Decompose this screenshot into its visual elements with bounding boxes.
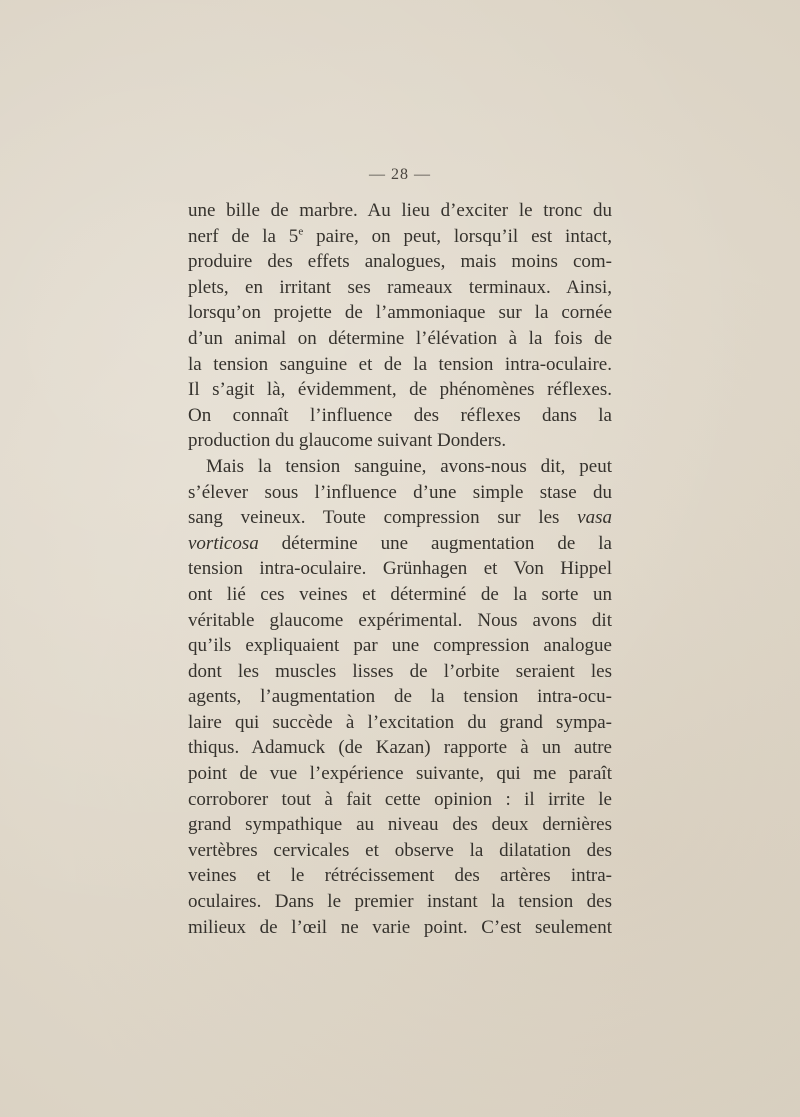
text-line: milieux de l’œil ne varie point. C’est seulement [188,916,612,938]
text-line: la tension sanguine et de la tension intra-oculaire. [188,353,612,375]
text-line: corroborer tout à fait cette opinion : il irrite le [188,788,612,810]
superscript: e [298,225,304,238]
text-line: tension intra-oculaire. Grünhagen et Von Hippel [188,558,612,580]
text-line: Mais la tension sanguine, avons-nous dit, peut [206,455,612,477]
text-line: véritable glaucome expérimental. Nous avons dit [188,609,612,631]
text-line: nerf de la 5e paire, on peut, lorsqu’il est intact, [188,225,612,247]
text-line: sang veineux. Toute compression sur les vasa [188,507,612,529]
page-number: — 28 — [369,166,431,183]
text-line: grand sympathique au niveau des deux dernières [188,814,612,836]
text-line: une bille de marbre. Au lieu d’exciter le tronc du [188,200,612,221]
text-line: agents, l’augmentation de la tension intra-ocu- [188,686,612,708]
text-line: vertèbres cervicales et observe la dilatation des [188,839,612,861]
text-line: produire des effets analogues, mais moins com- [188,251,612,273]
text-line: plets, en irritant ses rameaux terminaux. Ainsi, [188,276,612,298]
text-line: point de vue l’expérience suivante, qui me paraît [188,763,612,785]
text-line: s’élever sous l’influence d’une simple stase du [188,481,612,503]
italic-text: vorticosa [188,532,259,554]
body-text [188,198,612,940]
italic-text: vasa [577,507,612,529]
text-line: Il s’agit là, évidemment, de phénomènes réflexes. [188,379,612,401]
text-line: oculaires. Dans le premier instant la tension des [188,891,612,913]
text-line: On connaît l’influence des réflexes dans la [188,404,612,426]
text-line: thiqus. Adamuck (de Kazan) rapporte à un autre [188,737,612,759]
text-line: veines et le rétrécissement des artères intra- [188,865,612,887]
text-line: vorticosa détermine une augmentation de la [188,532,612,554]
text-line: laire qui succède à l’excitation du grand sympa- [188,711,612,733]
text-line: ont lié ces veines et déterminé de la sorte un [188,583,612,605]
text-line: dont les muscles lisses de l’orbite seraient les [188,660,612,682]
text-line: lorsqu’on projette de l’ammoniaque sur la cornée [188,302,612,324]
text-line: production du glaucome suivant Donders. [188,430,507,452]
text-line: d’un animal on détermine l’élévation à la fois de [188,327,612,349]
text-line: qu’ils expliquaient par une compression analogue [188,635,612,657]
